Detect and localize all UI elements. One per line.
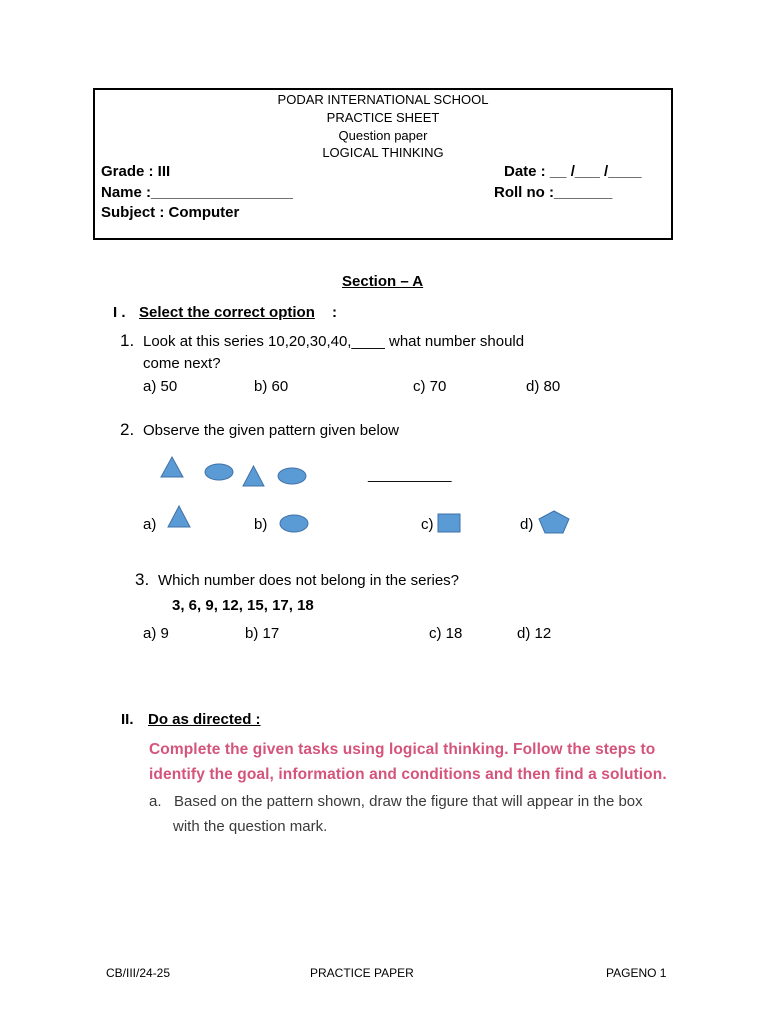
section-title: Section – A [342,273,424,290]
q1-option-d: d) 80 [526,378,561,395]
q1-option-c: c) 70 [413,378,447,395]
ellipse-shape [277,467,307,485]
school-name: PODAR INTERNATIONAL SCHOOL [277,92,489,107]
paper-title: Question paper [338,128,428,143]
q1-text-line1: Look at this series 10,20,30,40,____ what number should [143,333,525,350]
part1-number: I . [113,304,126,321]
q1-text-line2: come next? [143,355,221,372]
sheet-title: PRACTICE SHEET [326,110,440,125]
q3-text: Which number does not belong in the series? [158,572,460,589]
footer-page-number: PAGENO 1 [606,966,667,980]
subject-field: Subject : Computer [101,204,240,221]
q3-number: 3. [135,570,150,589]
pentagon-option-icon [538,510,570,534]
q1-option-b: b) 60 [254,378,289,395]
task-a-line1: a. Based on the pattern shown, draw the figure that will appear in the box [149,793,643,810]
task-a-line2: with the question mark. [173,818,328,835]
instruction-line1: Complete the given tasks using logical thinking. Follow the steps to [149,741,656,758]
instruction-line2: identify the goal, information and conditions and then find a solution. [149,766,667,783]
part1-heading: Select the correct option [139,304,315,321]
header-box [93,88,673,240]
q3-series: 3, 6, 9, 12, 15, 17, 18 [172,597,314,614]
triangle-option-icon [167,505,191,528]
q1-number: 1. [120,331,135,350]
part2-number: II. [121,711,134,728]
footer-title: PRACTICE PAPER [310,966,414,980]
ellipse-option-icon [279,514,309,533]
grade-field: Grade : III [101,163,171,180]
ellipse-shape [204,463,234,481]
name-field: Name :_________________ [101,184,293,201]
part1-colon: : [332,304,337,321]
triangle-shape [160,456,184,478]
q3-option-d: d) 12 [517,625,552,642]
q2-option-d-label: d) [520,516,534,533]
q3-option-b: b) 17 [245,625,280,642]
q2-option-a-label: a) [143,516,157,533]
q2-option-b-label: b) [254,516,268,533]
q2-text: Observe the given pattern given below [143,422,399,439]
topic-title: LOGICAL THINKING [322,145,444,160]
date-field: Date : __ /___ /____ [504,163,642,180]
q2-answer-blank: __________ [368,466,452,483]
footer-code: CB/III/24-25 [106,966,171,980]
q2-option-c-label: c) [421,516,434,533]
q3-option-c: c) 18 [429,625,463,642]
triangle-shape [242,465,265,487]
roll-field: Roll no :_______ [494,184,613,201]
q1-option-a: a) 50 [143,378,178,395]
q2-number: 2. [120,420,135,439]
square-option-icon [437,513,461,533]
part2-heading: Do as directed : [148,711,261,728]
q3-option-a: a) 9 [143,625,169,642]
